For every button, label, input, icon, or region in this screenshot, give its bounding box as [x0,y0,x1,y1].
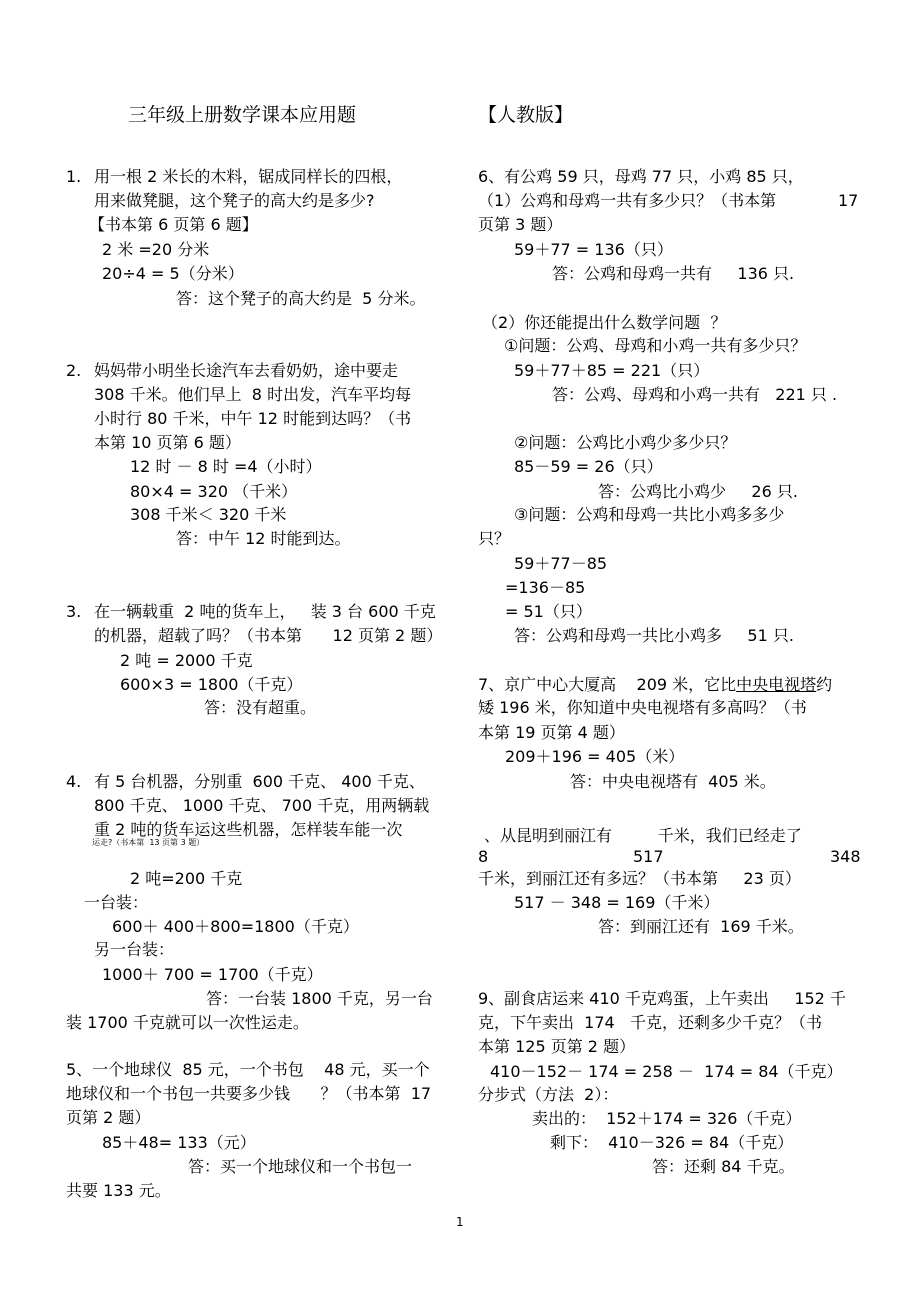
solution-step: 600＋ 400＋800=1800（千克） [112,917,359,936]
solution-step: 59＋77 = 136（只） [514,240,673,259]
problem-text: 本第 10 页第 6 题） [94,433,241,452]
problem-text: 用来做凳腿，这个凳子的高大约是多少? [94,191,375,210]
problem-text: 本第 125 页第 2 题） [478,1037,636,1056]
book-reference: 【书本第 6 页第 6 题】 [89,215,258,234]
problem-text: 有 5 台机器，分别重 600 千克、 400 千克、 [94,772,425,791]
problem-text-part: 约 [816,675,833,694]
problem-text: 的机器，超载了吗？（书本第 12 页第 2 题） [94,626,443,645]
book-reference: 运走?（书本第 13 页第 3 题） [92,838,205,847]
solution-step: 12 时 － 8 时 =4（小时） [130,457,322,476]
problem-text: 用一根 2 米长的木料，锯成同样长的四根， [94,167,403,186]
solution-step: 2 吨 = 2000 千克 [120,651,253,670]
answer: 答：到丽江还有 169 千米。 [598,917,804,936]
answer: 答：这个凳子的高大约是 5 分米。 [176,289,426,308]
problem-text: 地球仪和一个书包一共要多少钱 ？（书本第 17 [66,1084,432,1103]
answer: 答：还剩 84 千克。 [652,1157,795,1176]
problem-text: 矮 196 米，你知道中央电视塔有多高吗？（书 [478,698,807,717]
answer: 答：买一个地球仪和一个书包一 [188,1157,413,1176]
problem-text: 重 2 吨的货车运这些机器，怎样装车能一次 [94,820,403,839]
sub-question: 只？ [478,529,511,548]
solution-step: 209＋196 = 405（米） [505,747,685,766]
problem-text: 千米，到丽江还有多远？（书本第 23 页） [478,869,801,888]
answer: 答：中午 12 时能到达。 [176,529,351,548]
problem-text: （1）公鸡和母鸡一共有多少只？（书本第 [478,191,777,210]
problem-text-part: 7、京广中心大厦高 209 米，它比 [478,675,737,694]
solution-step: 20÷4 = 5（分米） [102,264,244,283]
solution-step: 85－59 = 26（只） [514,457,663,476]
solution-step: 85＋48= 133（元） [102,1133,256,1152]
solution-step: 600×3 = 1800（千克） [120,675,303,694]
answer: 答：一台装 1800 千克，另一台 [206,989,433,1008]
answer: 答：公鸡、母鸡和小鸡一共有 221 只 . [552,385,838,404]
problem-text: 308 千米。他们早上 8 时出发，汽车平均每 [94,385,412,404]
solution-step: =136－85 [505,578,586,597]
problem-text: 克，下午卖出 174 千克，还剩多少千克？（书 [478,1013,822,1032]
solution-step: 80×4 = 320 （千米） [130,482,298,501]
sub-question: ②问题：公鸡比小鸡少多少只？ [514,433,737,452]
answer: 答：公鸡和母鸡一共比小鸡多 51 只. [514,626,794,645]
problem-number: 3. [66,602,82,621]
sub-question: ③问题：公鸡和母鸡一共比小鸡多多少 [514,505,785,524]
problem-number: 4. [66,772,82,791]
value: 517 [633,847,664,866]
problem-text: 17 [838,191,859,210]
problem-text: 小时行 80 千米，中午 12 时能到达吗？（书 [94,409,412,428]
problem-text: 页第 3 题） [478,215,563,234]
sub-question: ①问题：公鸡、母鸡和小鸡一共有多少只？ [504,336,807,355]
solution-step: 59＋77＋85 = 221（只） [514,361,710,380]
answer: 答：公鸡和母鸡一共有 136 只. [552,264,795,283]
problem-text: 800 千克、 1000 千克、 700 千克，用两辆载 [94,796,430,815]
solution-step: 517 － 348 = 169（千米） [514,893,720,912]
edition-label: 【人教版】 [478,104,574,126]
solution-step: 一台装： [84,893,149,912]
solution-step: 卖出的： 152＋174 = 326（千克） [532,1109,802,1128]
problem-number: 1. [66,167,82,186]
problem-text: 本第 19 页第 4 题） [478,723,625,742]
problem-text: 在一辆载重 2 吨的货车上， 装 3 台 600 千克 [94,602,436,621]
sub-question: （2）你还能提出什么数学问题 ？ [482,313,727,332]
problem-text: 妈妈带小明坐长途汽车去看奶奶，途中要走 [94,361,399,380]
answer: 答：没有超重。 [204,698,317,717]
page-number: 1 [456,1215,464,1229]
problem-text: 页第 2 题） [66,1108,151,1127]
problem-text: 6、有公鸡 59 只，母鸡 77 只，小鸡 85 只， [478,167,804,186]
problem-number: 2. [66,361,82,380]
solution-step: 308 千米＜ 320 千米 [130,505,287,524]
solution-step: 2 米 =20 分米 [102,240,210,259]
solution-step: 410－152－ 174 = 258 － 174 = 84（千克） [490,1062,843,1081]
page-title: 三年级上册数学课本应用题 [128,104,357,126]
answer: 装 1700 千克就可以一次性运走。 [66,1013,309,1032]
problem-text [478,675,832,695]
solution-step: = 51（只） [505,602,592,621]
solution-step: 剩下： 410－326 = 84（千克） [550,1133,794,1152]
solution-step: 59＋77－85 [514,554,608,573]
solution-step: 分步式（方法 2）： [478,1085,619,1104]
underlined-term: 中央电视塔 [736,675,817,694]
solution-step: 1000＋ 700 = 1700（千克） [102,965,323,984]
problem-number: 8 [478,847,489,866]
answer: 答：公鸡比小鸡少 26 只. [598,482,798,501]
solution-step: 另一台装： [94,940,175,959]
problem-text: 、从昆明到丽江有 千米，我们已经走了 [484,826,802,845]
value: 348 [830,847,861,866]
solution-step: 2 吨=200 千克 [130,869,243,888]
answer: 共要 133 元。 [66,1181,171,1200]
problem-text: 5、一个地球仪 85 元，一个书包 48 元，买一个 [66,1060,430,1079]
problem-text: 9、副食店运来 410 千克鸡蛋，上午卖出 152 千 [478,989,846,1008]
answer: 答：中央电视塔有 405 米。 [570,772,776,791]
